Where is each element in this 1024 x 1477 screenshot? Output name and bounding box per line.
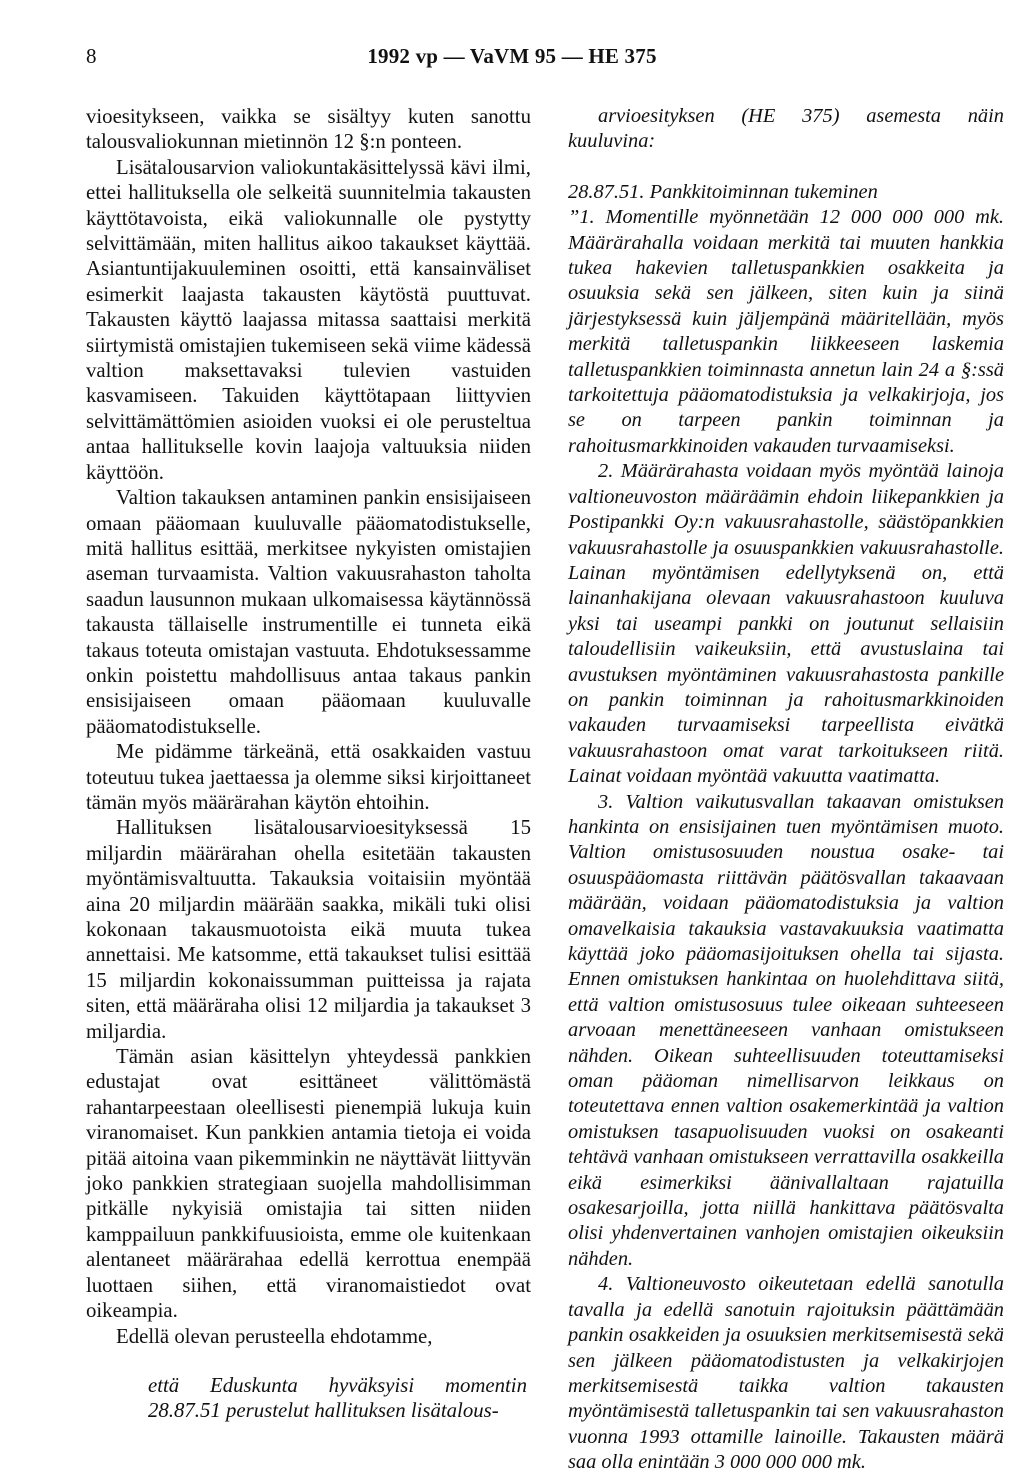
- running-head: 1992 vp — VaVM 95 — HE 375: [367, 44, 657, 68]
- paragraph: Lisätalousarvion valiokuntakäsittelyssä kävi ilmi, ettei hallituksella ole selkeitä suunnitelmia takausten käyttötavoista, eikä valiokunnalle ole pystytty selvittämään, miten hallitus aikoo takaukset käyttää. Asiantuntijakuuleminen osoitti, että kansainväliset esimerkit laajasta takausten käytöstä puuttuvat. Takausten käyttö laajassa mitassa saattaisi merkitä siirtymistä omistajien tukemiseen sekä viime kädessä valtion maksettavaksi tulevien vastuiden kasvamiseen. Takuiden käyttötapaan liittyvien selvittämättömien asioiden vuoksi ei ole perusteltua antaa hallitukselle kovin laajoja valtuuksia niiden käyttöön.: [86, 155, 531, 484]
- section-heading: 28.87.51. Pankkitoiminnan tukeminen: [568, 180, 878, 203]
- paragraph: ”1. Momentille myönnetään 12 000 000 000 mk. Määrärahalla voidaan merkitä tai muuten hankkia tukea hakevien talletuspankkien osakkeita ja osuuksia sekä sen jälkeen, siten kuin ja siinä järjestyksessä kuin jäljempänä määritellään, myös merkitä talletuspankin liikkeeseen laskemia talletuspankkien toiminnasta annetun lain 24 a §:ssä tarkoitettuja pääomatodistuksia ja velkakirjoja, jos se on tarpeen pankin toiminnan ja rahoitusmarkkinoiden vakauden turvaamiseksi.: [568, 206, 1004, 457]
- paragraph: Edellä olevan perusteella ehdotamme,: [116, 1324, 433, 1348]
- paragraph: Valtion takauksen antaminen pankin ensisijaiseen omaan pääomaan kuuluvalle pääomatodistukselle, mitä hallitus esittää, merkitsee nykyisten omistajien aseman turvaamista. Valtion vakuusrahaston taholta saadun lausunnon mukaan ulkomaisessa käytännössä takausta tällaiselle instrumentille ei tunneta eikä takaus toteuta omistajan vastuuta. Ehdotuksessamme onkin poistettu mahdollisuus antaa takaus pankin ensisijaiseen omaan pääomaan kuuluvalle pääomatodistukselle.: [86, 486, 531, 738]
- paragraph: vioesitykseen, vaikka se sisältyy kuten sanottu talousvaliokunnan mietinnön 12 §:n ponteen.: [86, 105, 531, 154]
- paragraph: Me pidämme tärkeänä, että osakkaiden vastuu toteutuu tukea jaettaessa ja olemme siksi kirjoittaneet tämän myös määrärahan käytön ehtoihin.: [86, 740, 531, 814]
- intro-text: arvioesityksen (HE 375) asemesta näin kuuluvina:: [568, 105, 1004, 153]
- right-column: [568, 104, 1004, 1476]
- paragraph: Tämän asian käsittelyn yhteydessä pankkien edustajat ovat esittäneet välittömästä rahantarpeestaan oleellisesti pienempiä lukuja kuin viranomaiset. Kun pankkien antamia tietoja ei voida pitää aitoina vaan pikemminkin ne näyttävät liittyvän joko pankkien strategiaan suojella mahdollisimman pitkälle nykyisiä omistajia tai sitten niiden kamppailuun pankkifuusioista, emme ole kuitenkaan alentaneet määrärahaa edellä kerrottua enempää luottaen siihen, että viranomaistiedot ovat oikeampia.: [86, 1045, 531, 1323]
- paragraph: 2. Määrärahasta voidaan myös myöntää lainoja valtioneuvoston määräämin ehdoin liikepankkien ja Postipankki Oy:n vakuusrahastolle, säästöpankkien vakuusrahastolle ja osuuspankkien vakuusrahastolle. Lainan myöntämisen edellytyksenä on, että lainanhakijana olevaan vakuusrahastoon kuuluva yksi tai useampi pankki on joutunut sellaisiin taloudellisiin vaikeuksiin, että avustuslaina tai avustuksen myöntäminen vakuusrahastosta pankille on pankin toiminnan ja rahoitusmarkkinoiden vakauden turvaamiseksi tarpeellista eivätkä vakuusrahastoon omat varat tarkoitukseen riitä. Lainat voidaan myöntää vakuutta vaatimatta.: [568, 460, 1004, 788]
- page-number: 8: [86, 44, 97, 68]
- left-column: [86, 104, 531, 1424]
- paragraph: 4. Valtioneuvosto oikeutetaan edellä sanotulla tavalla ja edellä sanotuin rajoituksin päättämään pankin osakkeiden ja osuuksien merkitsemisestä sekä sen jälkeen pääomatodistusten ja velkakirjojen merkitsemisestä taikka valtion takausten myöntämisestä talletuspankin tai sen vakuusrahaston vuonna 1993 ottamille lainoille. Takausten määrä saa olla enintään 3 000 000 000 mk.: [568, 1273, 1004, 1474]
- paragraph: Hallituksen lisätalousarvioesityksessä 15 miljardin määrärahan ohella esitetään takausten myöntämisvaltuutta. Takauksia voitaisiin myöntää aina 20 miljardin määrään saakka, mikäli tuki olisi kokonaan takausmuotoista eikä muuta tukea annettaisi. Me katsomme, että takaukset tulisi esittää 15 miljardin kokonaissumman puitteissa ja rajata siten, että määräraha olisi 12 miljardia ja takaukset 3 miljardia.: [86, 816, 531, 1043]
- page-header: [0, 44, 1024, 74]
- paragraph: 3. Valtion vaikutusvallan takaavan omistuksen hankinta on ensisijainen tuen myöntämisen muoto. Valtion omistusosuuden noustua osake- tai osuuspääomasta riittävän päätösvallan takaavaan määrään, voidaan pääomatodistuksia ja valtion omavelkaisia takauksia vastavakuuksia vaatimatta käyttää joko pääomasijoituksen ohella tai sijasta. Ennen omistuksen hankintaa on huolehdittava siitä, että valtion omistusosuus tulee oikeaan suhteeseen arvoaan menettäneeseen vanhaan omistukseen nähden. Oikean suhteellisuuden toteuttamiseksi oman pääoman nimellisarvon leikkaus on toteutettava ennen valtion osakemerkintää ja valtion omistuksen tasapuolisuuden vuoksi on osakeanti tehtävä vanhaan omistukseen verrattavilla osakkeilla eikä esimerkiksi äänivallaltaan rajatuilla osakesarjoilla, jotta niillä hankittava päätösvalta olisi yhdenvertainen vanhojen omistajien oikeuksiin nähden.: [568, 790, 1004, 1270]
- motion-text: että Eduskunta hyväksyisi momentin 28.87.51 perustelut hallituksen lisätalous-: [148, 1373, 527, 1423]
